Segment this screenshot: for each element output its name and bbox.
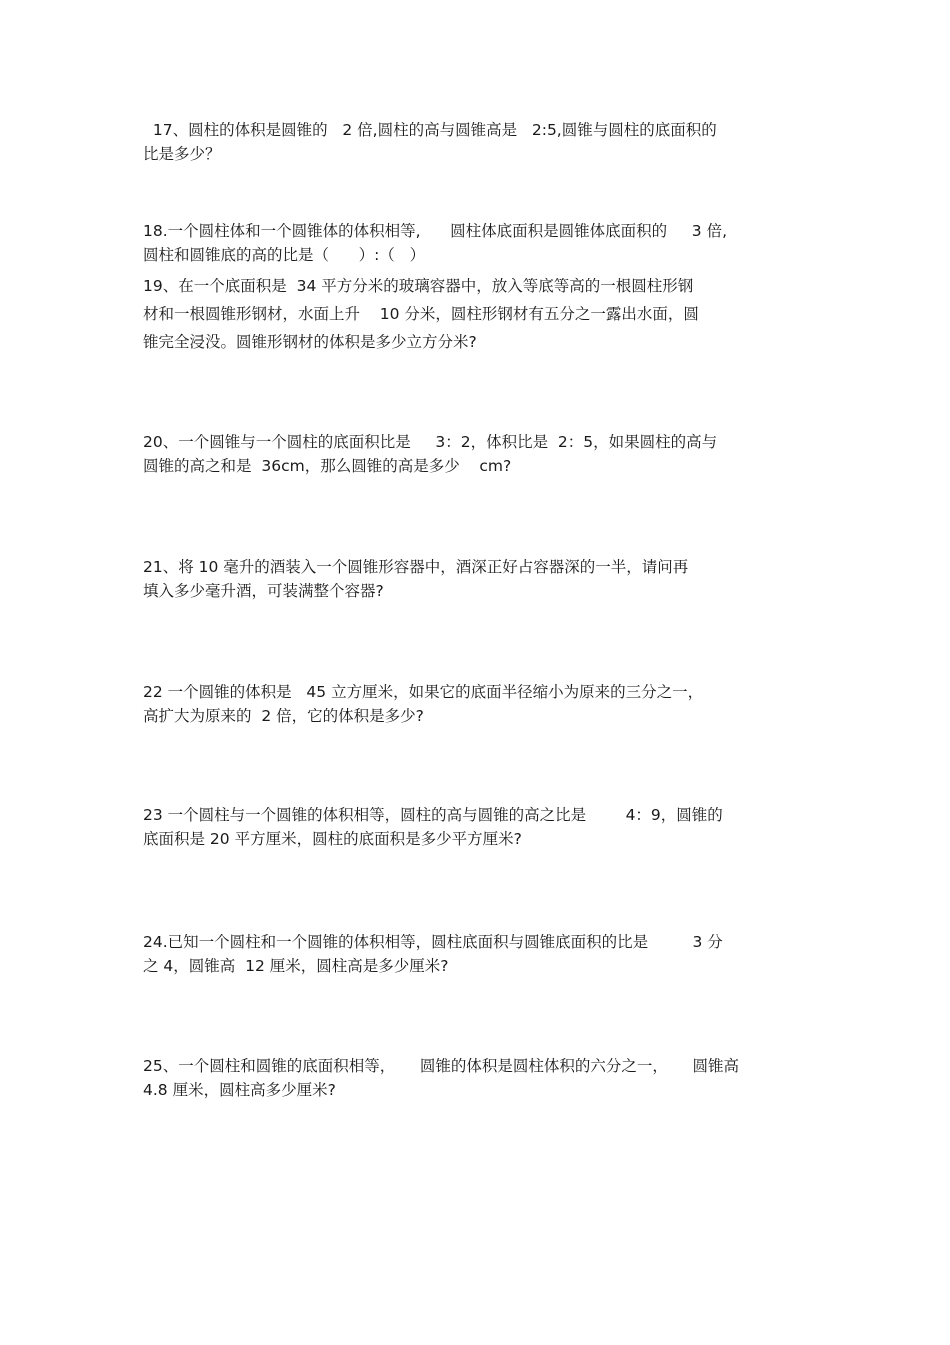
question-18-line-2: 圆柱和圆锥底的高的比是（ ）:（ ）	[143, 246, 426, 264]
question-19-line-3: 锥完全浸没。圆锥形钢材的体积是多少立方分米?	[143, 333, 477, 351]
question-22	[143, 680, 815, 728]
question-18-line-1: 18.一个圆柱体和一个圆锥体的体积相等, 圆柱体底面积是圆锥体底面积的 3 倍,	[143, 222, 727, 240]
question-25-line-1: 25、一个圆柱和圆锥的底面积相等， 圆锥的体积是圆柱体积的六分之一， 圆锥高	[143, 1057, 739, 1075]
question-17-line-2: 比是多少？	[143, 145, 221, 163]
question-21-line-1: 21、将 10 毫升的酒装入一个圆锥形容器中，酒深正好占容器深的一半，请问再	[143, 558, 689, 576]
question-25	[143, 1054, 815, 1102]
question-20-line-1: 20、一个圆锥与一个圆柱的底面积比是 3：2，体积比是 2：5，如果圆柱的高与	[143, 433, 718, 451]
question-24-line-1: 24.已知一个圆柱和一个圆锥的体积相等，圆柱底面积与圆锥底面积的比是 3 分	[143, 933, 723, 951]
question-19-line-1: 19、在一个底面积是 34 平方分米的玻璃容器中，放入等底等高的一根圆柱形钢	[143, 277, 694, 295]
question-17	[143, 118, 815, 166]
question-24	[143, 930, 815, 978]
question-23-line-2: 底面积是 20 平方厘米，圆柱的底面积是多少平方厘米?	[143, 830, 522, 848]
question-23-line-1: 23 一个圆柱与一个圆锥的体积相等，圆柱的高与圆锥的高之比是 4：9，圆锥的	[143, 806, 723, 824]
question-21	[143, 555, 815, 603]
question-21-line-2: 填入多少毫升酒，可装满整个容器?	[143, 582, 384, 600]
question-23	[143, 803, 815, 851]
question-19	[143, 272, 815, 356]
question-22-line-1: 22 一个圆锥的体积是 45 立方厘米，如果它的底面半径缩小为原来的三分之一，	[143, 683, 704, 701]
question-24-line-2: 之 4，圆锥高 12 厘米，圆柱高是多少厘米?	[143, 957, 449, 975]
question-25-line-2: 4.8 厘米，圆柱高多少厘米?	[143, 1081, 336, 1099]
question-22-line-2: 高扩大为原来的 2 倍，它的体积是多少?	[143, 707, 424, 725]
question-18	[143, 219, 815, 267]
question-17-line-1: 17、圆柱的体积是圆锥的 2 倍,圆柱的高与圆锥高是 2:5,圆锥与圆柱的底面积的	[143, 121, 717, 139]
question-20	[143, 430, 815, 478]
question-20-line-2: 圆锥的高之和是 36cm，那么圆锥的高是多少 cm?	[143, 457, 512, 475]
question-19-line-2: 材和一根圆锥形钢材，水面上升 10 分米，圆柱形钢材有五分之一露出水面，圆	[143, 305, 699, 323]
